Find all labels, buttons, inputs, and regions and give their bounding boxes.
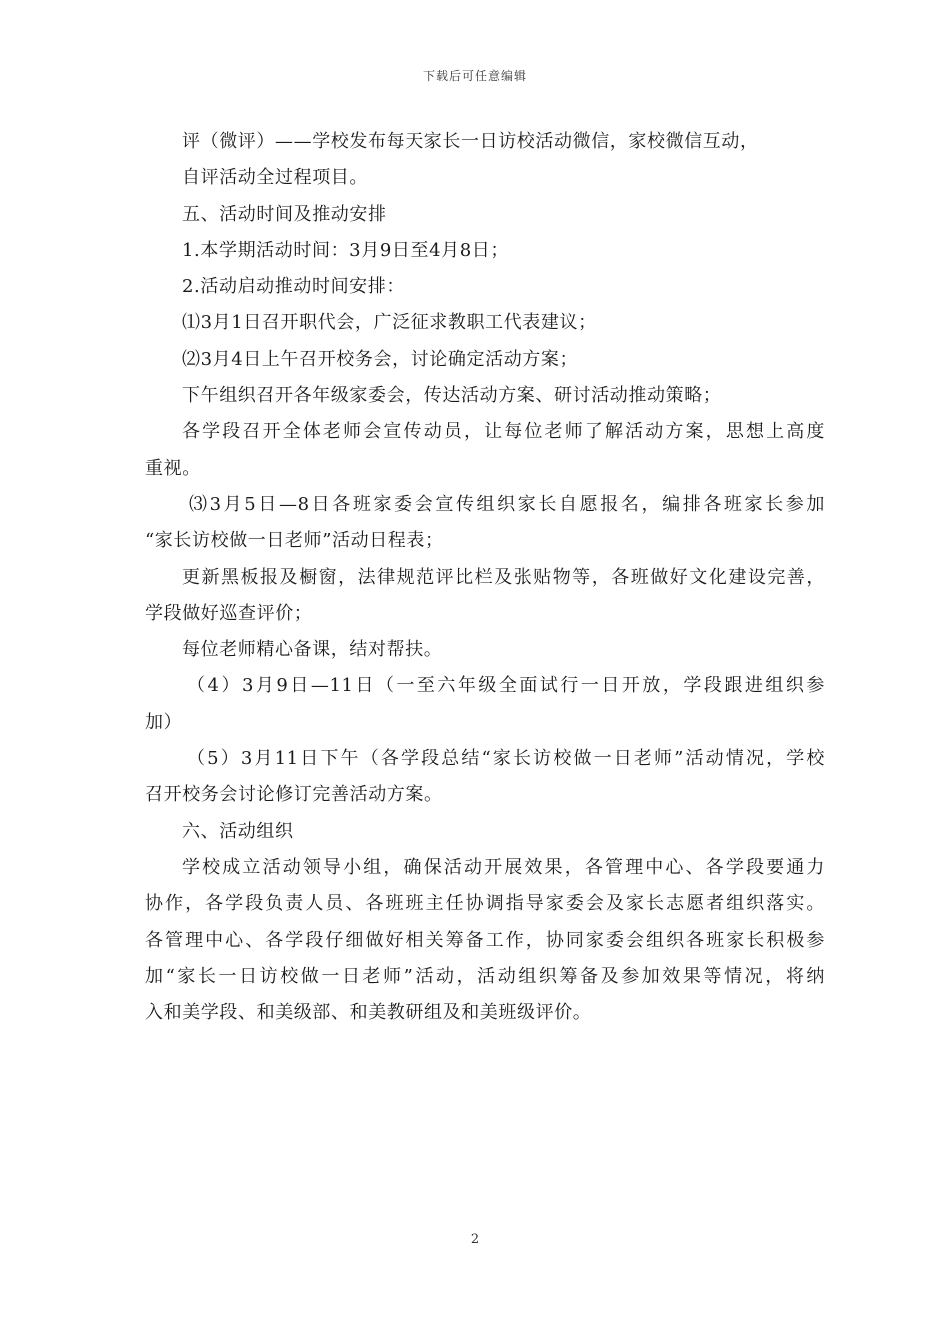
page-header-note: 下载后可任意编辑: [422, 69, 527, 83]
paragraph-line: 自评活动全过程项目。: [182, 167, 368, 189]
section-heading: 六、活动组织: [182, 820, 294, 842]
paragraph-line: 更新黑板报及橱窗，法律规范评比栏及张贴物等，各班做好文化建设完善，: [182, 566, 825, 588]
section-heading: 五、活动时间及推动安排: [182, 203, 387, 225]
paragraph-line: （5）3月11日下午（各学段总结“家长访校做一日老师”活动情况，学校: [187, 748, 825, 770]
paragraph-line: （4）3月9日—11日（一至六年级全面试行一日开放，学段跟进组织参: [187, 675, 825, 697]
paragraph-line: 1.本学期活动时间：3月9日至4月8日；: [182, 239, 509, 261]
paragraph-line: 每位老师精心备课，结对帮扶。: [182, 639, 443, 661]
paragraph-line: ⑵3月4日上午召开校务会，讨论确定活动方案；: [182, 348, 579, 370]
paragraph-line: ⑴3月1日召开职代会，广泛征求教职工代表建议；: [182, 312, 597, 334]
paragraph-line: 学段做好巡查评价；: [145, 602, 313, 624]
paragraph-line: 下午组织召开各年级家委会，传达活动方案、研讨活动推动策略；: [182, 385, 722, 407]
paragraph-line: 2.活动启动推动时间安排：: [182, 276, 405, 298]
paragraph-line: 入和美学段、和美级部、和美教研组及和美班级评价。: [145, 1002, 592, 1024]
paragraph-line: 各学段召开全体老师会宣传动员，让每位老师了解活动方案，思想上高度: [182, 421, 825, 443]
paragraph-line: 召开校务会讨论修订完善活动方案。: [145, 784, 443, 806]
paragraph-line: ⑶3月5日—8日各班家委会宣传组织家长自愿报名，编排各班家长参加: [189, 493, 825, 515]
paragraph-line: 重视。: [145, 457, 201, 479]
paragraph-line: 评（微评）——学校发布每天家长一日访校活动微信，家校微信互动，: [182, 131, 759, 152]
paragraph-line: 协作，各学段负责人员、各班班主任协调指导家委会及家长志愿者组织落实。: [145, 893, 825, 915]
paragraph-line: 加“家长一日访校做一日老师”活动，活动组织筹备及参加效果等情况，将纳: [145, 965, 825, 987]
page-number: 2: [470, 1232, 480, 1247]
paragraph-line: “家长访校做一日老师”活动日程表；: [145, 530, 444, 552]
paragraph-line: 学校成立活动领导小组，确保活动开展效果，各管理中心、各学段要通力: [182, 856, 825, 878]
paragraph-line: 各管理中心、各学段仔细做好相关筹备工作，协同家委会组织各班家长积极参: [145, 929, 825, 951]
paragraph-line: 加）: [145, 711, 183, 733]
document-body: [145, 124, 825, 1031]
